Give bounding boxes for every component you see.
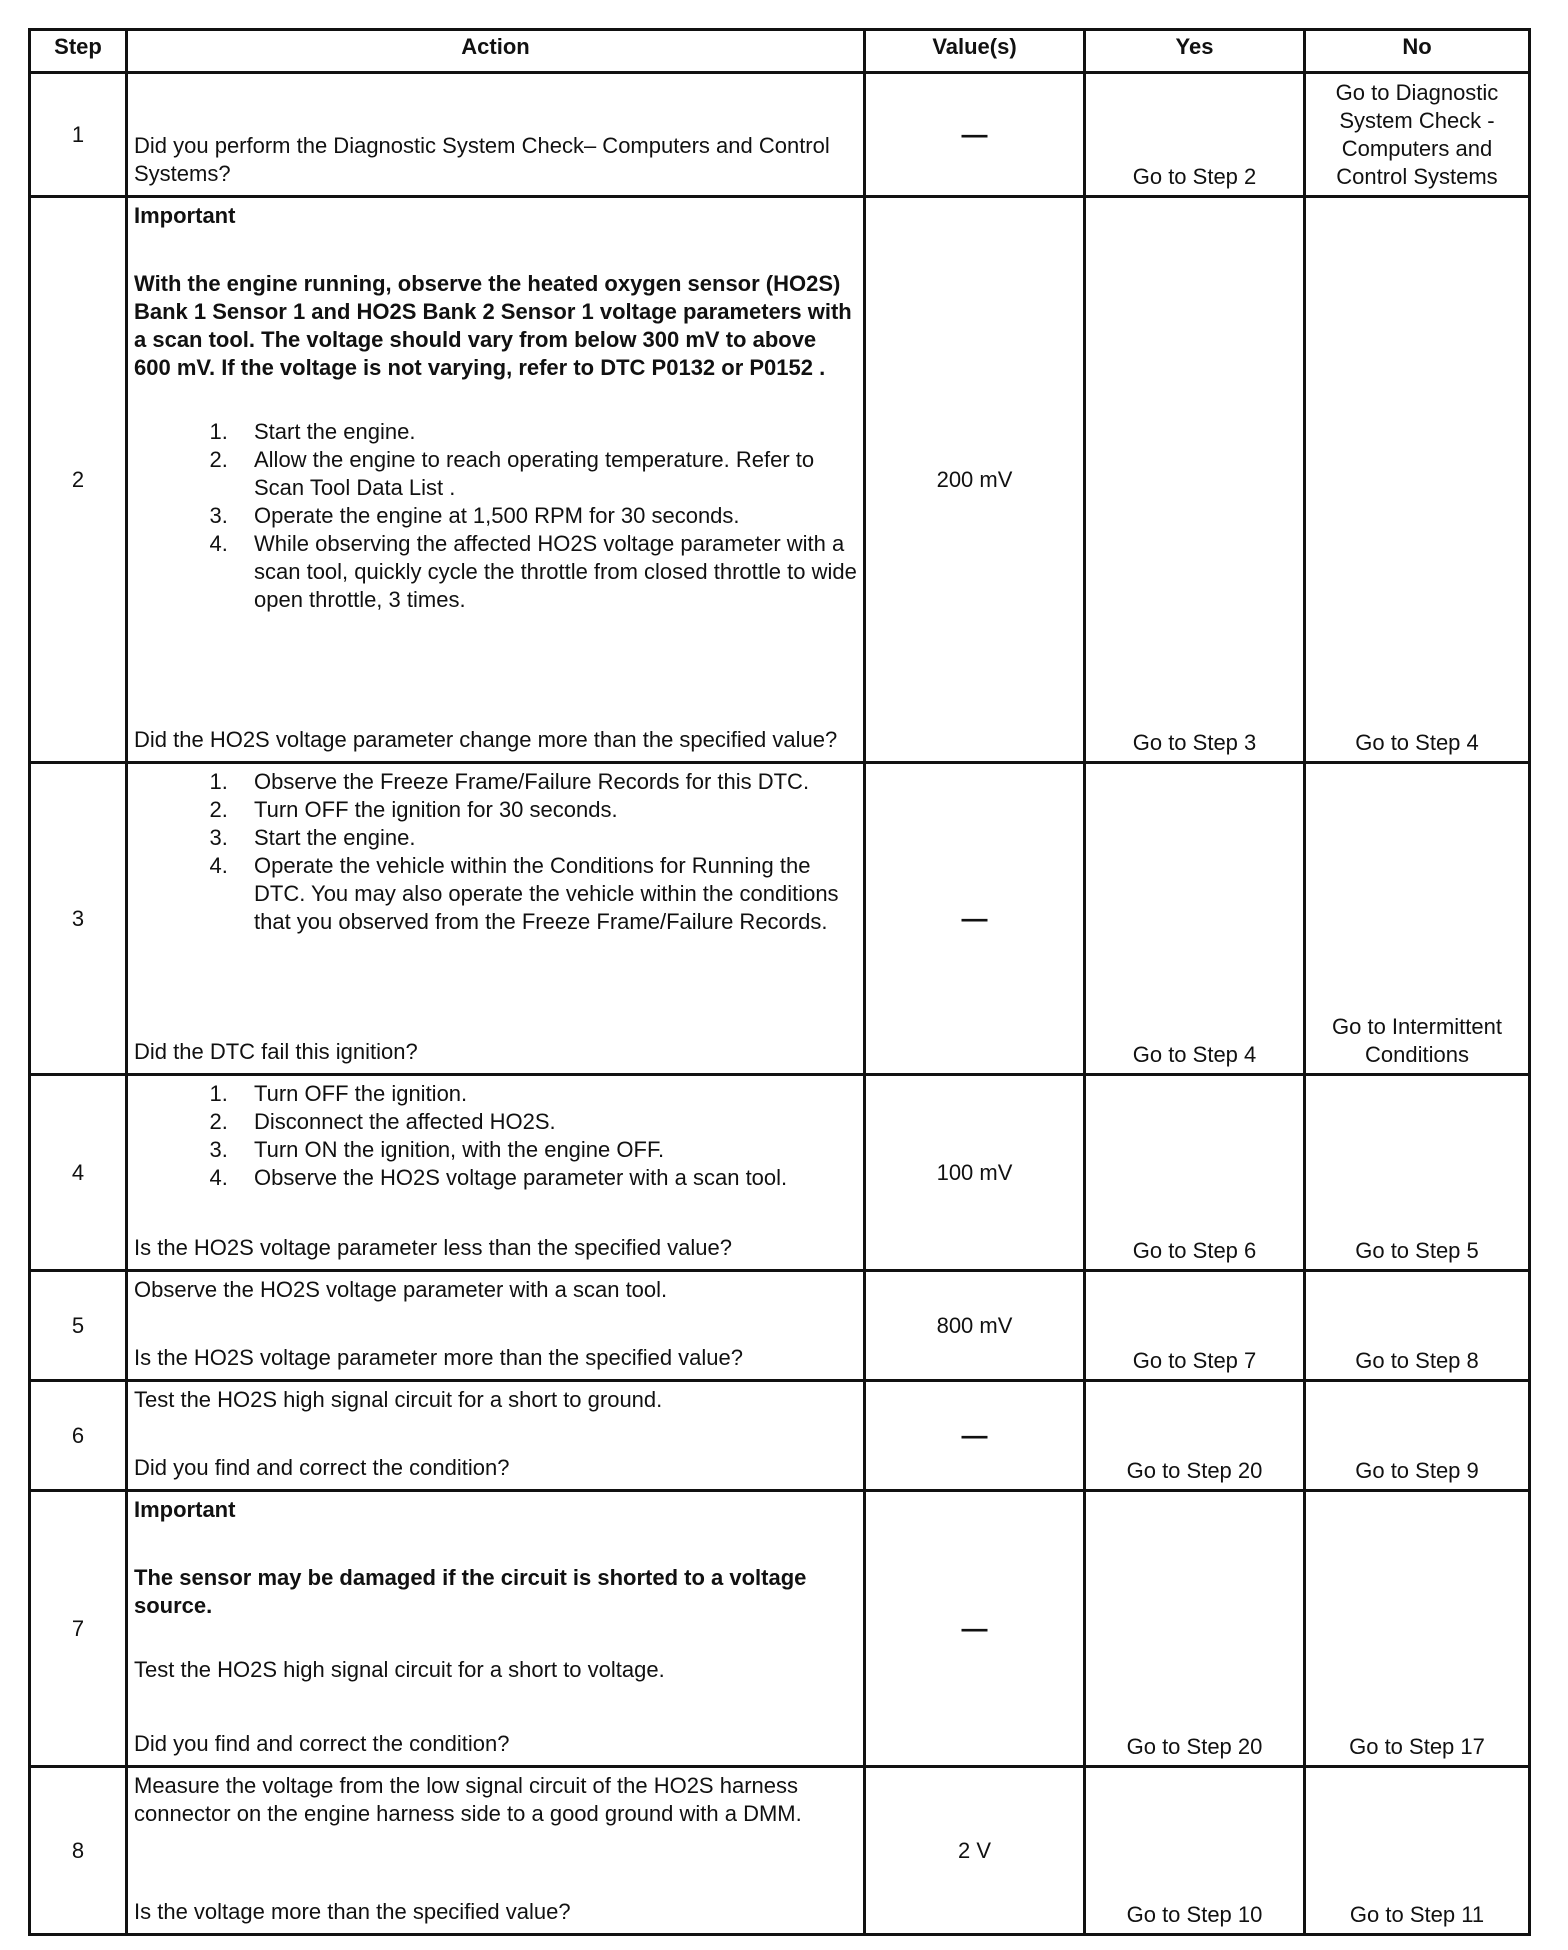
no-action: Go to Step 8 [1305, 1271, 1530, 1381]
header-values: Value(s) [865, 30, 1085, 73]
action-question: Did you find and correct the condition? [134, 1731, 510, 1756]
action-content [134, 1276, 857, 1372]
procedure-list [134, 768, 857, 936]
action-cell [127, 197, 865, 763]
action-question: Did the DTC fail this ignition? [134, 1039, 418, 1064]
action-content [134, 1496, 857, 1758]
value-cell [865, 1491, 1085, 1767]
important-note: With the engine running, observe the heated oxygen sensor (HO2S) Bank 1 Sensor 1 and HO2S Bank 2 Sensor 1 voltage parameters with a scan tool. The voltage should vary from below 300 mV to above 600 mV. If the voltage is not varying, refer to DTC P0132 or P0152 . [134, 271, 852, 380]
spec-value: 100 mV [936, 1159, 1013, 1185]
procedure-item: 2. Turn OFF the ignition for 30 seconds. [234, 796, 857, 824]
procedure-item: 1. Observe the Freeze Frame/Failure Records for this DTC. [234, 768, 857, 796]
action-cell [127, 1491, 865, 1767]
step-number: 8 [30, 1767, 127, 1935]
spec-value: — [961, 1419, 988, 1450]
header-yes: Yes [1085, 30, 1305, 73]
step-number: 1 [30, 73, 127, 197]
procedure-item: 3. Start the engine. [234, 824, 857, 852]
no-action: Go to Step 11 [1305, 1767, 1530, 1935]
action-cell [127, 763, 865, 1075]
value-cell [865, 197, 1085, 763]
value-cell [865, 1381, 1085, 1491]
action-question: Is the HO2S voltage parameter more than the specified value? [134, 1345, 744, 1370]
step-number: 5 [30, 1271, 127, 1381]
step-number: 6 [30, 1381, 127, 1491]
header-no: No [1305, 30, 1530, 73]
header-step: Step [30, 30, 127, 73]
step-number: 2 [30, 197, 127, 763]
action-content [134, 1772, 857, 1926]
action-cell [127, 1075, 865, 1271]
yes-action: Go to Step 20 [1085, 1491, 1305, 1767]
action-body [134, 1496, 857, 1720]
table-row [30, 197, 1530, 763]
value-cell [865, 763, 1085, 1075]
action-content [134, 78, 857, 188]
no-action: Go to Diagnostic System Check - Computers and Control Systems [1305, 73, 1530, 197]
action-question: Did you find and correct the condition? [134, 1455, 510, 1480]
table-row [30, 1767, 1530, 1935]
table-body [30, 73, 1530, 1935]
yes-action: Go to Step 4 [1085, 763, 1305, 1075]
yes-action: Go to Step 3 [1085, 197, 1305, 763]
spec-value: — [961, 902, 988, 933]
action-content [134, 768, 857, 1066]
table-row [30, 73, 1530, 197]
no-action: Go to Step 4 [1305, 197, 1530, 763]
important-label: Important [134, 1497, 236, 1522]
diagnostic-table [28, 28, 1531, 1936]
table-row [30, 1381, 1530, 1491]
procedure-item: 4. Operate the vehicle within the Conditions for Running the DTC. You may also operate the vehicle within the conditions that you observed from the Freeze Frame/Failure Records. [234, 852, 857, 936]
spec-value: — [961, 118, 988, 149]
no-action: Go to Step 5 [1305, 1075, 1530, 1271]
yes-action: Go to Step 20 [1085, 1381, 1305, 1491]
action-paragraph: Test the HO2S high signal circuit for a short to ground. [134, 1387, 663, 1412]
no-action: Go to Step 9 [1305, 1381, 1530, 1491]
action-question: Is the HO2S voltage parameter less than the specified value? [134, 1235, 733, 1260]
no-action: Go to Intermittent Conditions [1305, 763, 1530, 1075]
important-label: Important [134, 203, 236, 228]
action-question: Did you perform the Diagnostic System Check– Computers and Control Systems? [134, 133, 830, 186]
action-content [134, 1386, 857, 1482]
spec-value: 800 mV [936, 1312, 1013, 1338]
spec-value: 200 mV [936, 466, 1013, 492]
yes-action: Go to Step 2 [1085, 73, 1305, 197]
action-body [134, 1080, 857, 1228]
header-row [30, 30, 1530, 73]
action-question: Did the HO2S voltage parameter change more than the specified value? [134, 727, 838, 752]
no-action: Go to Step 17 [1305, 1491, 1530, 1767]
procedure-list [134, 418, 857, 614]
table-row [30, 1271, 1530, 1381]
yes-action: Go to Step 7 [1085, 1271, 1305, 1381]
action-cell [127, 73, 865, 197]
value-cell [865, 1075, 1085, 1271]
action-cell [127, 1381, 865, 1491]
important-note: The sensor may be damaged if the circuit is shorted to a voltage source. [134, 1565, 807, 1618]
procedure-item: 4. Observe the HO2S voltage parameter with a scan tool. [234, 1164, 857, 1192]
action-paragraph: Observe the HO2S voltage parameter with a scan tool. [134, 1277, 668, 1302]
action-paragraph: Measure the voltage from the low signal circuit of the HO2S harness connector on the engine harness side to a good ground with a DMM. [134, 1773, 802, 1826]
action-cell [127, 1271, 865, 1381]
action-content [134, 1080, 857, 1262]
procedure-item: 3. Operate the engine at 1,500 RPM for 30 seconds. [234, 502, 857, 530]
spec-value: — [961, 1612, 988, 1643]
action-content [134, 202, 857, 754]
table-row [30, 1491, 1530, 1767]
yes-action: Go to Step 10 [1085, 1767, 1305, 1935]
procedure-item: 2. Allow the engine to reach operating temperature. Refer to Scan Tool Data List . [234, 446, 857, 502]
action-body [134, 768, 857, 972]
step-number: 7 [30, 1491, 127, 1767]
value-cell [865, 73, 1085, 197]
action-body [134, 1276, 857, 1340]
value-cell [865, 1767, 1085, 1935]
action-body [134, 202, 857, 650]
yes-action: Go to Step 6 [1085, 1075, 1305, 1271]
procedure-item: 3. Turn ON the ignition, with the engine OFF. [234, 1136, 857, 1164]
action-cell [127, 1767, 865, 1935]
action-question: Is the voltage more than the specified value? [134, 1899, 571, 1924]
spec-value: 2 V [957, 1837, 992, 1863]
procedure-item: 1. Turn OFF the ignition. [234, 1080, 857, 1108]
procedure-item: 2. Disconnect the affected HO2S. [234, 1108, 857, 1136]
procedure-list [134, 1080, 857, 1192]
table-row [30, 1075, 1530, 1271]
action-body [134, 1386, 857, 1450]
table-row [30, 763, 1530, 1075]
header-action: Action [127, 30, 865, 73]
step-number: 4 [30, 1075, 127, 1271]
action-body [134, 1772, 857, 1864]
procedure-item: 4. While observing the affected HO2S voltage parameter with a scan tool, quickly cycle the throttle from closed throttle to wide open throttle, 3 times. [234, 530, 857, 614]
procedure-item: 1. Start the engine. [234, 418, 857, 446]
value-cell [865, 1271, 1085, 1381]
action-paragraph: Test the HO2S high signal circuit for a short to voltage. [134, 1657, 665, 1682]
step-number: 3 [30, 763, 127, 1075]
